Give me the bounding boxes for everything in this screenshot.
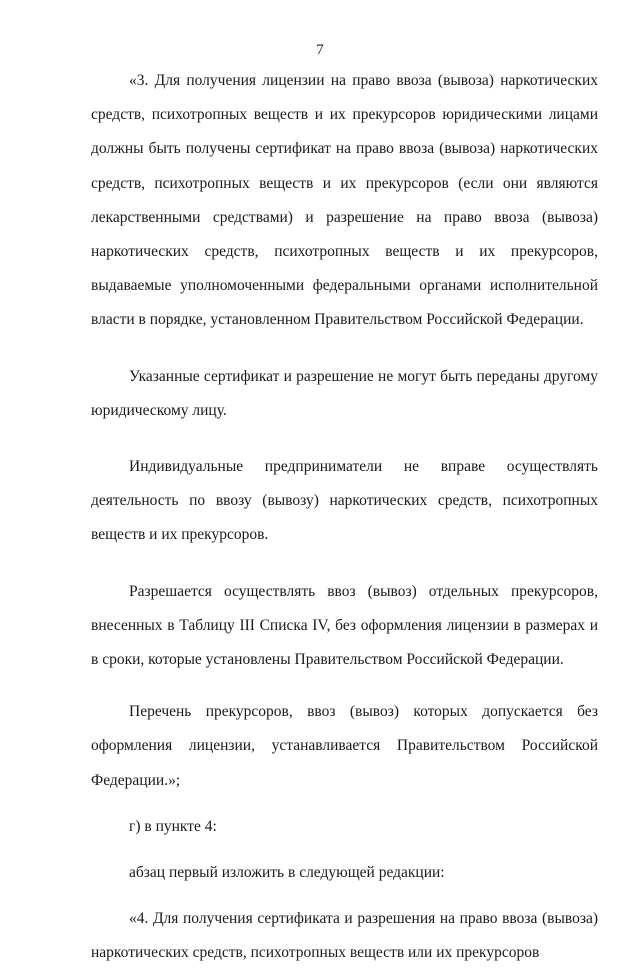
paragraph-non-transferable: Указанные сертификат и разрешение не могут быть переданы другому юридическому лицу.	[91, 367, 598, 419]
document-body	[91, 64, 598, 971]
paragraph-precursors-exemption: Разрешается осуществлять ввоз (вывоз) отдельных прекурсоров, внесенных в Таблицу III Списка IV, без оформления лицензии в размерах и в сроки, которые установлены Правительством Российской Федерации.	[91, 582, 598, 669]
paragraph-first-abzac: абзац первый изложить в следующей редакции:	[129, 864, 445, 882]
paragraph-item-g: г) в пункте 4:	[129, 817, 217, 835]
paragraph-licensing-requirements: «3. Для получения лицензии на право ввоза (вывоза) наркотических средств, психотропных веществ и их прекурсоров юридическими лицами должны быть получены сертификат на право ввоза (вывоза) наркотических средств, психотропных веществ и их прекурсоров (если они являются лекарственными средствами) и разрешение на право ввоза (вывоза) наркотических средств, психотропных веществ и их прекурсоров, выдаваемые уполномоченными федеральными органами исполнительной власти в порядке, установленном Правительством Российской Федерации.	[91, 72, 598, 329]
paragraph-item-4: «4. Для получения сертификата и разрешения на право ввоза (вывоза) наркотических средств, психотропных веществ или их прекурсоров	[91, 910, 598, 962]
paragraph-individual-entrepreneurs: Индивидуальные предприниматели не вправе осуществлять деятельность по ввозу (вывозу) наркотических средств, психотропных веществ и их прекурсоров.	[91, 458, 598, 544]
page-number: 7	[316, 42, 324, 58]
paragraph-precursors-list: Перечень прекурсоров, ввоз (вывоз) которых допускается без оформления лицензии, устанавливается Правительством Российской Федерации.»;	[91, 703, 598, 789]
